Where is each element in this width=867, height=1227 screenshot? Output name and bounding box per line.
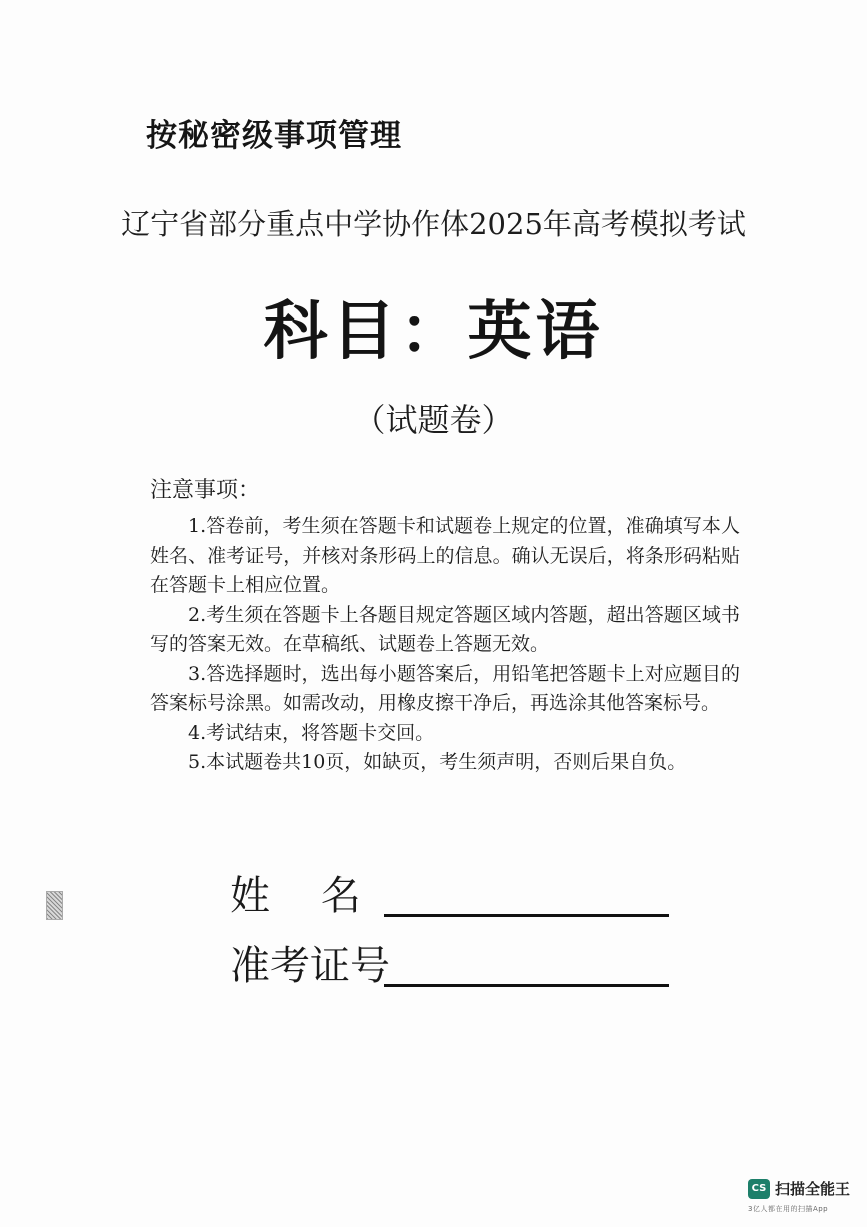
subject-heading: 科目：英语: [263, 294, 604, 369]
exam-title: 辽宁省部分重点中学协作体2025年高考模拟考试: [121, 207, 746, 241]
scanner-watermark: [748, 1177, 858, 1221]
name-blank-line: [384, 913, 669, 917]
instruction-item: 5.本试题卷共10页，如缺页，考生须声明，否则后果自负。: [188, 751, 687, 773]
name-field: [230, 864, 669, 921]
exam-id-field: [230, 934, 669, 991]
watermark-tagline: 3亿人都在用的扫描App: [748, 1205, 829, 1213]
security-classification-note: 按秘密级事项管理: [146, 118, 402, 154]
instructions-list: [150, 512, 740, 778]
exam-id-field-label: 准考证号: [230, 943, 390, 989]
scan-artifact-mark: [46, 891, 63, 920]
notice-heading: 注意事项：: [150, 478, 261, 503]
name-field-label: 姓 名: [230, 873, 361, 919]
instruction-item: 3.答选择题时，选出每小题答案后，用铅笔把答题卡上对应题目的答案标号涂黑。如需改动，用橡皮擦干净后，再选涂其他答案标号。: [150, 662, 740, 714]
paper-type-label: （试题卷）: [353, 401, 514, 439]
instruction-item: 1.答卷前，考生须在答题卡和试题卷上规定的位置，准确填写本人姓名、准考证号，并核对条形码上的信息。确认无误后，将条形码粘贴在答题卡上相应位置。: [150, 515, 740, 596]
instruction-item: 2.考生须在答题卡上各题目规定答题区域内答题，超出答题区域书写的答案无效。在草稿纸、试题卷上答题无效。: [150, 603, 740, 655]
exam-id-blank-line: [384, 983, 669, 987]
camscanner-logo-icon: CS: [748, 1179, 770, 1199]
watermark-brand: 扫描全能王: [775, 1180, 851, 1198]
instruction-item: 4.考试结束，将答题卡交回。: [188, 721, 435, 744]
